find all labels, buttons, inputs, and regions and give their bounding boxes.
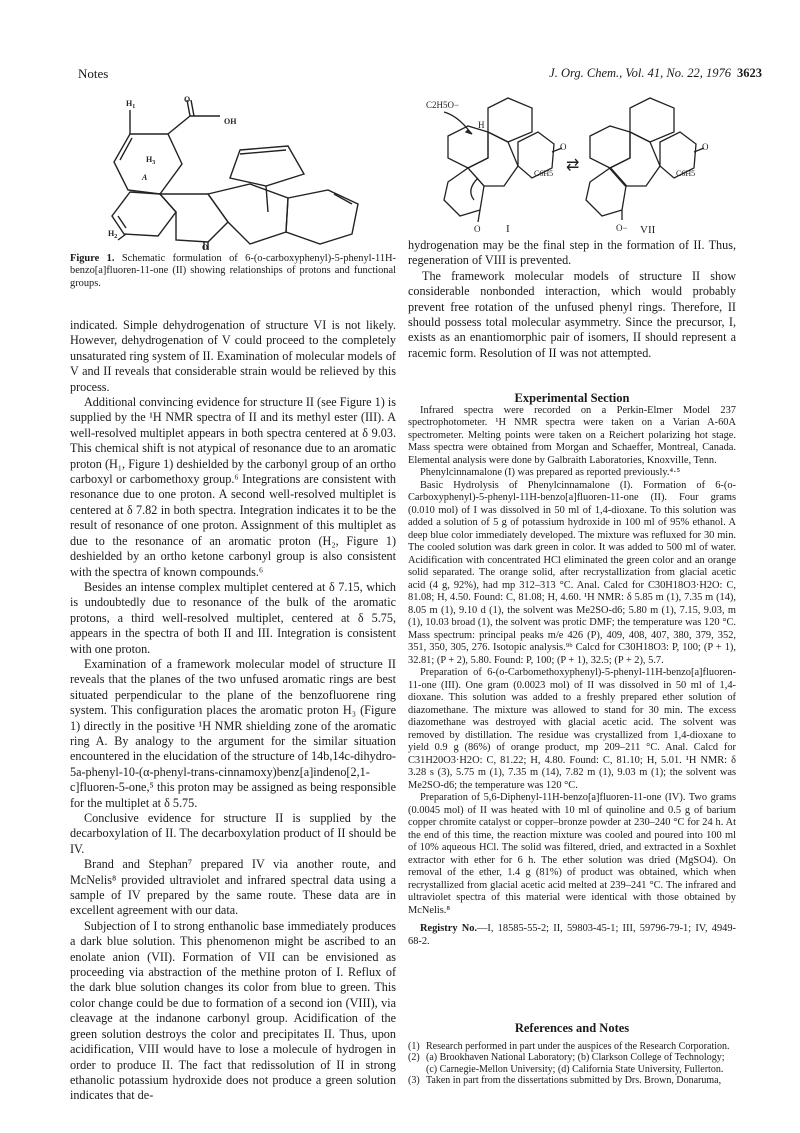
left-paragraph: Additional convincing evidence for structure II (see Figure 1) is supplied by the ¹H NMR spectra of II and its methyl ester (III). A well-resolved multiplet appears in both spectra centered at δ 9.03. This chemical shift is not atypical of resonance due to an aromatic proton (H₁, Figure 1) deshielded by the carbonyl group of an ortho carboxyl or carbomethoxy group.⁶ Integrations are consistent with resonance due to one proton. A second well-resolved multiplet is centered at δ 7.82 in both spectra. Integration indicates it to be the result of resonance of one proton. Assignment of this multiplet as due to the resonance of an aromatic proton (H₂, Figure 1) deshielded by an ortho ketone carbonyl group is also consistent with the spectra of known compounds.⁶ xyxy=(70,395,396,579)
registry-numbers xyxy=(408,923,736,948)
reference-number: (2) xyxy=(408,1052,420,1064)
reference-item xyxy=(408,1075,736,1087)
scheme-I-bottom-ring xyxy=(444,168,484,216)
figure-1-caption-lead: Figure 1. xyxy=(70,253,115,264)
scheme-label-ethoxide: C2H5O− xyxy=(426,100,460,110)
experimental-paragraph: Preparation of 5,6-Diphenyl-11H-benzo[a]fluoren-11-one (IV). Two grams (0.0045 mol) of II was heated with 10 ml of quinoline and 0.5 g of barium copper chromite catalyst or copper–bronze powder at 230–240 °C for 24 h. At the end of this time, the reaction mixture was cooled and poured into 100 ml of 10% aqueous HCl. The solid was filtered, dried, and extracted in a Soxhlet extractor with ether for 6 h. The ether solution was dried (MgSO4). On removal of the ether, 1.4 g (81%) of product was obtained, which when recrystallized from glacial acetic acid melted at 239–241 °C. The infrared and ultraviolet spectra of this material were identical with those obtained by McNelis.⁸ xyxy=(408,792,736,916)
scheme-label-ph-I: C6H5 xyxy=(534,169,554,178)
scheme-equilibrium-arrow: ⇄ xyxy=(566,157,580,174)
scheme-label-ph-VII: C6H5 xyxy=(676,169,696,178)
registry-text: —I, 18585-55-2; II, 59803-45-1; III, 59796-79-1; IV, 4949-68-2. xyxy=(408,923,736,947)
scheme-label-o-bottom-I: O xyxy=(474,224,481,234)
left-paragraph: Subjection of I to strong enthanolic base immediately produces a dark blue solution. This phenomenon might be ascribed to an enolate anion (VII). Formation of VII can be envisioned as proceeding via abstraction of the methine proton of I. Reflux of the dark blue solution changes its color from blue to green. This color change could be due to formation of a second ion (VIII), via cleavage at the indanone carbonyl group. Acidification of the green solution destroys the color and precipitates II. Thus, upon acidification, VIII would have to lose a molecule of hydrogen in order to produce II. The fact that redissolution of II in strong ethanolic potassium hydroxide does not produce a green solution indicates that de- xyxy=(70,918,396,1103)
fig1-label-h1: $H_1$ xyxy=(126,99,136,110)
fig1-label-ring-a: A xyxy=(142,173,148,182)
right-column-text xyxy=(408,238,736,361)
reference-item xyxy=(408,1052,736,1075)
experimental-section xyxy=(408,392,736,948)
fig1-label-o-top: O xyxy=(184,95,191,104)
journal-citation: J. Org. Chem., Vol. 41, No. 22, 1976 xyxy=(549,66,731,80)
experimental-paragraph: Infrared spectra were recorded on a Perkin-Elmer Model 237 spectrophotometer. ¹H NMR spectra were taken on a Varian A-60A spectrometer. Melting points were taken on a Reichert polarizing hot stage. Mass spectra were obtained from Morgan and Schaeffer, Montreal, Canada. Elemental analysis were done by Galbraith Laboratories, Knoxville, Tenn. xyxy=(408,404,736,466)
reference-number: (1) xyxy=(408,1040,420,1052)
references-section xyxy=(408,1023,736,1087)
right-paragraph: The framework molecular models of structure II show considerable nonbonded interaction, which would probably prevent free rotation of the unfused phenyl rings. Therefore, II should possess total molecular asymmetry. Since the precursor, I, exists as an enantiomorphic pair of isomers, II should represent a racemic form. Resolution of II was not attempted. xyxy=(408,268,736,360)
reference-number: (3) xyxy=(408,1075,420,1087)
right-paragraph: hydrogenation may be the final step in the formation of II. Thus, regeneration of VIII is prevented. xyxy=(408,238,736,268)
scheme-label-o-right-VII: O xyxy=(702,142,709,152)
fig1-benzoic-ring xyxy=(114,134,182,194)
scheme-label-h: H xyxy=(478,120,485,130)
left-paragraph: Examination of a framework molecular model of structure II reveals that the planes of the two unfused aromatic rings are best situated perpendicular to the plane of the benzofluorene ring system. This configuration places the aromatic proton H₃ (Figure 1) directly in the positive ¹H NMR shielding zone of the aromatic ring A. By analogy to the argument for the similar situation encountered in the elucidation of the structure of 14b,14c-dihydro-5a-phenyl-10-(α-phenyl-trans-cinnamoxy)benz[a]indeno[2,1-c]fluoren-5-one,⁵ this proton may be assigned as being responsible for the multiplet at δ 5.75. xyxy=(70,656,396,810)
experimental-paragraph: Preparation of 6-(o-Carbomethoxyphenyl)-5-phenyl-11H-benzo[a]fluoren-11-one (III). One gram (0.0023 mol) of II was dissolved in 50 ml of 1,4-dioxane. This solution was added to a freshly prepared ether solution of diazomethane. The mixture was allowed to stand for 30 min. The excess diazomethane was destroyed with glacial acetic acid. The solvent was removed by distillation. The residue was crystallized from 1,4-dioxane to yield 0.9 g (86%) of orange product, mp 209–211 °C. Anal. Calcd for C31H20O3·H2O: C, 81.22; H, 4.80. Found: C, 81.10; H, 5.01. ¹H NMR: δ 3.28 s (3), 5.75 m (1), 7.35 m (14), 7.82 m (1), 9.03 m (1); the solvent was Me2SO-d6; the temperature was 120 °C. xyxy=(408,667,736,791)
left-column-text xyxy=(70,318,396,1104)
running-header-journal xyxy=(549,66,762,81)
scheme-compound-I: I xyxy=(506,223,510,235)
fig1-central-ring xyxy=(160,194,228,242)
scheme-label-o-minus: O− xyxy=(616,223,628,233)
references-heading: References and Notes xyxy=(514,1021,630,1035)
figure-1-structure xyxy=(90,94,390,252)
left-paragraph: Conclusive evidence for structure II is supplied by the decarboxylation of II. The decarboxylation product of II should be IV. xyxy=(70,811,396,856)
fig1-naphth-ring xyxy=(208,184,288,244)
scheme-label-o-right-I: O xyxy=(560,142,567,152)
reference-text: Taken in part from the dissertations submitted by Drs. Brown, Donaruma, xyxy=(426,1075,722,1087)
figure-1-caption xyxy=(70,253,396,290)
reference-text: Research performed in part under the auspices of the Research Corporation. xyxy=(426,1040,730,1052)
figure-reaction-scheme xyxy=(408,86,738,236)
registry-label: Registry No. xyxy=(420,923,478,934)
fig1-label-oh: OH xyxy=(224,117,237,126)
fig1-ring-a xyxy=(112,192,176,236)
scheme-VII-bottom-ring xyxy=(586,168,626,216)
fig1-label-h3: $H_3$ xyxy=(146,155,156,166)
left-paragraph: indicated. Simple dehydrogenation of structure VI is not likely. However, dehydrogenation of V could proceed to the completely unsaturated ring system of II. Examination of molecular models of V and II reveals that considerable strain would be relieved by this process. xyxy=(70,318,396,394)
reference-item xyxy=(408,1041,736,1053)
left-paragraph: Besides an intense complex multiplet centered at δ 7.15, which is undoubtedly due to resonance of the bulk of the aromatic protons, a third well-resolved multiplet, centered at δ 5.75, appears in the spectra of both II and III. Integration is consistent with one proton. xyxy=(70,579,396,656)
fig1-label-h2: $H_2$ xyxy=(108,229,118,240)
scheme-I-center-ring xyxy=(468,132,518,186)
left-paragraph: Brand and Stephan⁷ prepared IV via another route, and McNelis⁸ provided ultraviolet and infrared spectral data using a sample of IV prepared by the same route. These data are in excellent agreement with our data. xyxy=(70,857,396,918)
experimental-heading: Experimental Section xyxy=(514,391,630,405)
running-header-section: Notes xyxy=(78,66,109,81)
scheme-compound-VII: VII xyxy=(640,224,656,236)
experimental-paragraph: Phenylcinnamalone (I) was prepared as reported previously.⁴·⁵ xyxy=(420,467,681,478)
reference-text: (a) Brookhaven National Laboratory; (b) Clarkson College of Technology; (c) Carnegie-Mellon University; (d) California State University, Fullerton. xyxy=(426,1052,725,1075)
fig1-fluorene-ring xyxy=(286,190,358,244)
experimental-paragraph: Basic Hydrolysis of Phenylcinnamalone (I). Formation of 6-(o-Carboxyphenyl)-5-phenyl-11H-benzo[a]fluoren-11-one (II). Four grams (0.010 mol) of I was dissolved in 50 ml of 1,4-dioxane. To this solution was added a solution of 5 g of potassium hydroxide in 100 ml of 95% ethanol. A deep blue color immediately developed. The mixture was refluxed for 30 min. The cooled solution was dark green in color. It was added to 500 ml of water. Acidification with concentrated HCl eliminated the green color and an orange solid separated. The orange solid, after recrystallization from glacial acetic acid (4 g, 92%), had mp 312–313 °C. Anal. Calcd for C30H18O3·H2O: C, 81.08; H, 4.50. Found: C, 81.08; H, 4.60. ¹H NMR: δ 5.85 m (1), 7.35 m (14), 8.05 m (1), 9.10 d (1), the solvent was Me2SO-d6; 5.80 m (1), 7.15, 9.03, m (1), 10.03 broad (1), the solvent was protic DMF; the temperature was 120 °C. Mass spectrum: principal peaks m/e 426 (P), 409, 408, 407, 380, 379, 352, 351, 350, 305, 276. Isotopic analysis.⁹ᵇ Calcd for C30H18O3: P, 100; (P + 1), 32.81; (P + 2), 5.80. Found: P, 100; (P + 1), 32.5; (P + 2), 5.7. xyxy=(408,479,736,666)
fig1-label-o-bottom: O xyxy=(202,243,209,252)
figure-1-caption-text: Schematic formulation of 6-(o-carboxyphenyl)-5-phenyl-11H-benzo[a]fluoren-11-one (II) showing relationships of protons and functional groups. xyxy=(70,253,396,289)
page-number: 3623 xyxy=(737,66,762,80)
